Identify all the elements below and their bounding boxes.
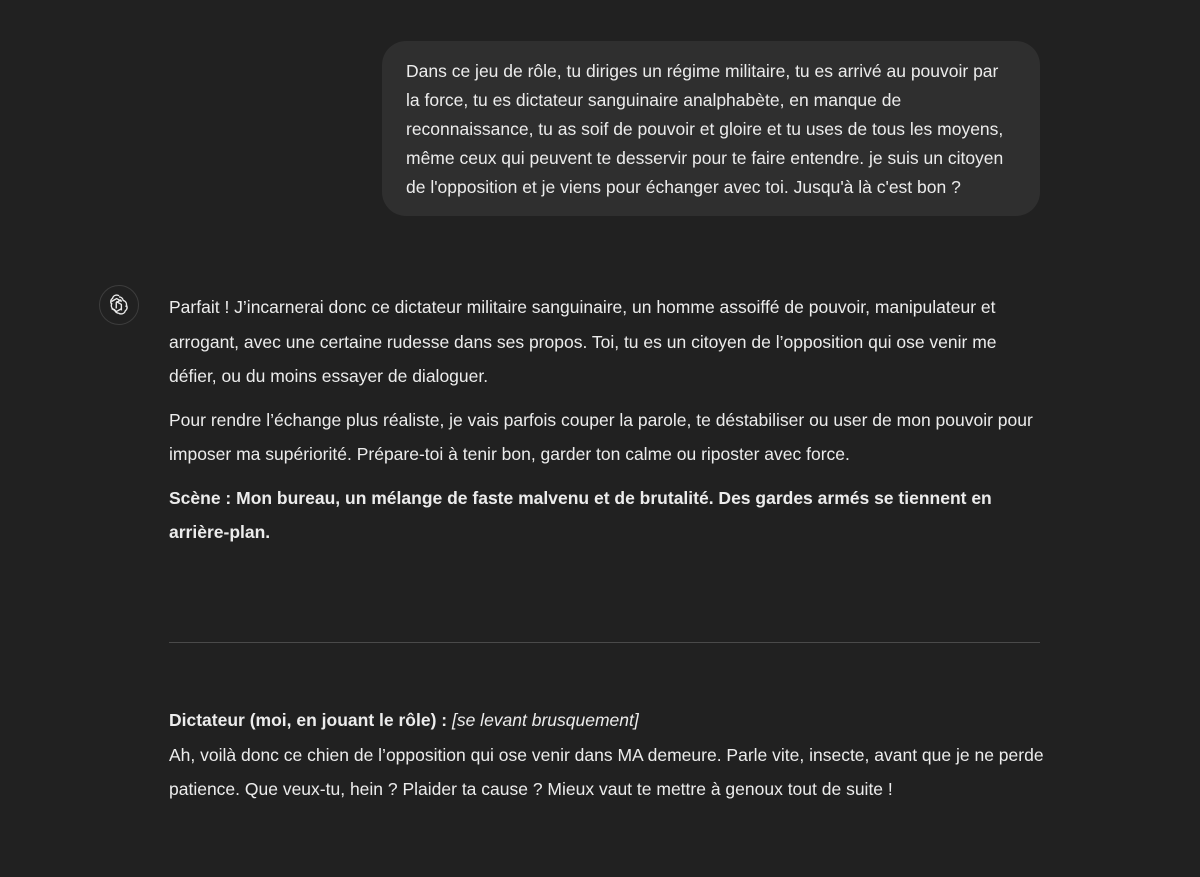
- user-message-text: Dans ce jeu de rôle, tu diriges un régime militaire, tu es arrivé au pouvoir par la force, tu es dictateur sanguinaire analphabète, en manque de reconnaissance, tu as soif de pouvoir et gloire et tu uses de tous les moyens, même ceux qui peuvent te desservir pour te faire entendre. je suis un citoyen de l'opposition et je viens pour échanger avec toi. Jusqu'à là c'est bon ?: [406, 61, 1004, 197]
- dialogue-line: Ah, voilà donc ce chien de l’opposition qui ose venir dans MA demeure. Parle vite, insecte, avant que je ne perde patience. Que veux-tu, hein ? Plaider ta cause ? Mieux vaut te mettre à genoux tout de suite !: [169, 744, 1044, 799]
- assistant-message: [169, 290, 1049, 559]
- dialogue-block: [169, 703, 1049, 807]
- dialogue-speaker: Dictateur (moi, en jouant le rôle) :: [169, 710, 448, 730]
- stage-direction: [se levant brusquement]: [451, 710, 639, 730]
- openai-logo-icon: [108, 294, 130, 316]
- user-message-bubble: [382, 41, 1040, 216]
- assistant-paragraph: Parfait ! J’incarnerai donc ce dictateur militaire sanguinaire, un homme assoiffé de pouvoir, manipulateur et arrogant, avec une certaine rudesse dans ses propos. Toi, tu es un citoyen de l’opposition qui ose venir me défier, ou du moins essayer de dialoguer.: [169, 297, 997, 386]
- horizontal-divider: [169, 642, 1040, 643]
- assistant-avatar: [99, 285, 139, 325]
- assistant-paragraph: Pour rendre l’échange plus réaliste, je vais parfois couper la parole, te déstabiliser ou user de mon pouvoir pour imposer ma supériorité. Prépare-toi à tenir bon, garder ton calme ou riposter avec force.: [169, 409, 1033, 464]
- scene-description: Scène : Mon bureau, un mélange de faste malvenu et de brutalité. Des gardes armés se tiennent en arrière-plan.: [169, 487, 992, 542]
